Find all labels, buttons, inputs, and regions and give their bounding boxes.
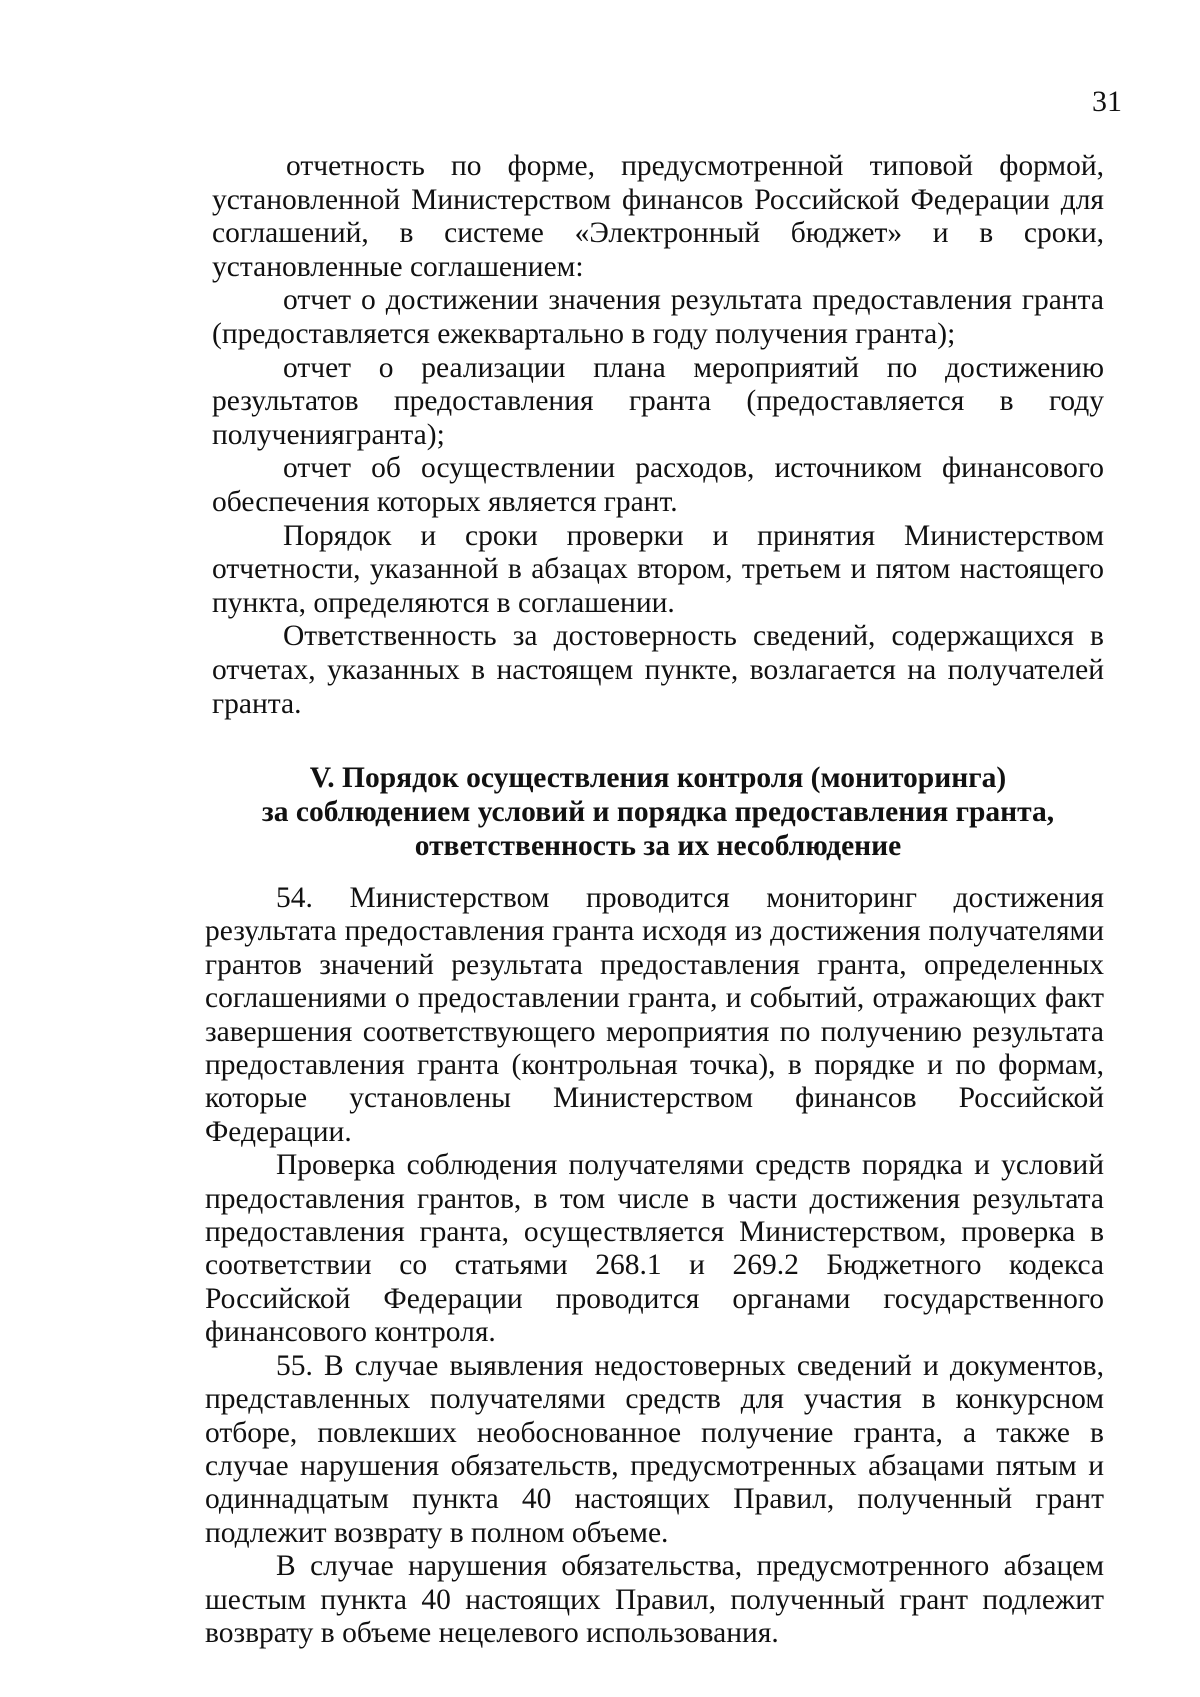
paragraph-compliance-check: Проверка соблюдения получателями средств порядка и условий предоставления грантов, в том числе в части достижения результата предоставления гранта, осуществляется Министерством, проверка в соответствии со статьями 268.1 и 269.2 Бюджетного кодекса Российской Федерации проводится органами государственного финансового контроля. bbox=[205, 1149, 1104, 1349]
section-heading-line-2: за соблюдением условий и порядка предоставления гранта, bbox=[261, 796, 1055, 829]
body-text-bottom bbox=[205, 882, 1104, 1650]
paragraph-verification-procedure: Порядок и сроки проверки и принятия Министерством отчетности, указанной в абзацах втором, третьем и пятом настоящего пункта, определяются в соглашении. bbox=[212, 519, 1104, 619]
paragraph-report-expenses: отчет об осуществлении расходов, источником финансового обеспечения которых является грант. bbox=[212, 452, 1104, 518]
paragraph-report-result-value: отчет о достижении значения результата предоставления гранта (предоставляется ежеквартально в году получения гранта); bbox=[212, 284, 1104, 350]
paragraph-responsibility: Ответственность за достоверность сведений, содержащихся в отчетах, указанных в настоящем пункте, возлагается на получателей гранта. bbox=[212, 620, 1104, 720]
page-number: 31 bbox=[1092, 85, 1122, 118]
paragraph-misuse-refund: В случае нарушения обязательства, предусмотренного абзацем шестым пункта 40 настоящих Правил, полученный грант подлежит возврату в объеме нецелевого использования. bbox=[205, 1550, 1104, 1649]
paragraph-report-action-plan: отчет о реализации плана мероприятий по достижению результатов предоставления гранта (предоставляется в году получениягранта); bbox=[212, 351, 1104, 451]
paragraph-item-54: 54. Министерством проводится мониторинг достижения результата предоставления гранта исходя из достижения получателями грантов значений результата предоставления гранта, определенных соглашениями о предоставлении гранта, и событий, отражающих факт завершения соответствующего мероприятия по получению результата предоставления гранта (контрольная точка), в порядке и по формам, которые установлены Министерством финансов Российской Федерации. bbox=[205, 882, 1104, 1148]
paragraph-reporting-forms: отчетность по форме, предусмотренной типовой формой, установленной Министерством финансов Российской Федерации для соглашений, в системе «Электронный бюджет» и в сроки, установленные соглашением: bbox=[212, 150, 1104, 283]
section-heading-line-1: V. Порядок осуществления контроля (мониторинга) bbox=[309, 762, 1007, 795]
body-text-top bbox=[212, 150, 1104, 903]
section-heading bbox=[212, 761, 1104, 863]
section-heading-line-3: ответственность за их несоблюдение bbox=[414, 830, 902, 863]
paragraph-item-55: 55. В случае выявления недостоверных сведений и документов, представленных получателями средств для участия в конкурсном отборе, повлекших необоснованное получение гранта, а также в случае нарушения обязательств, предусмотренных абзацами пятым и одиннадцатым пункта 40 настоящих Правил, полученный грант подлежит возврату в полном объеме. bbox=[205, 1349, 1104, 1549]
